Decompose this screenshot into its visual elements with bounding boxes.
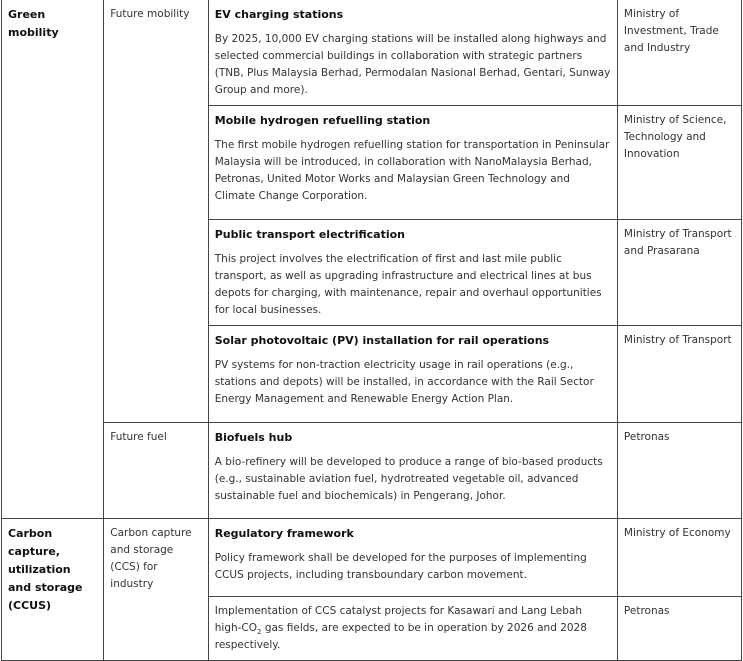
- initiative-cell: [208, 423, 617, 519]
- subscript-text: 2: [257, 628, 262, 637]
- ministry-cell: [617, 519, 741, 597]
- initiative-cell: [208, 0, 617, 106]
- ministry-cell: [617, 0, 741, 106]
- ministry-label: Ministry of Transport and Prasarana: [623, 228, 732, 257]
- focus-area-label: Carbon capture, utilization and storage (CCUS): [8, 527, 83, 612]
- focus-cell: [2, 519, 104, 661]
- initiative-cell: [208, 519, 617, 597]
- table-row: [2, 0, 742, 106]
- ministry-cell: [617, 220, 741, 326]
- description-text: gas fields, are expected to be in operation by 2026 and 2028 respectively.: [214, 622, 587, 651]
- ministry-label: Ministry of Science, Technology and Innovation: [623, 114, 727, 160]
- initiative-description: The first mobile hydrogen refuelling station for transportation in Peninsular Malaysia will be introduced, in collaboration with NanoMalaysia Berhad, Petronas, United Motor Works and Malaysian Green Technology and Climate Change Corporation.: [214, 139, 610, 202]
- ministry-label: Ministry of Economy: [623, 527, 731, 539]
- subsector-cell: [104, 423, 208, 519]
- table-row: [2, 423, 742, 519]
- ministry-label: Ministry of Transport: [623, 334, 732, 346]
- initiative-cell: [208, 326, 617, 423]
- subsector-cell: [104, 519, 208, 661]
- subsector-label: Carbon capture and storage (CCS) for industry: [110, 527, 192, 590]
- ministry-cell: [617, 106, 741, 220]
- initiative-title: Biofuels hub: [214, 431, 293, 444]
- description-text: Implementation of CCS catalyst projects for Kasawari and Lang Lebah high-CO: [214, 605, 582, 634]
- subsector-label: Future mobility: [110, 8, 190, 20]
- initiatives-table: [1, 0, 742, 661]
- initiative-title: Solar photovoltaic (PV) installation for rail operations: [214, 334, 550, 347]
- focus-area-label: Green mobility: [8, 8, 59, 39]
- ministry-cell: [617, 423, 741, 519]
- initiative-title: Public transport electrification: [214, 228, 406, 241]
- ministry-label: Petronas: [623, 605, 670, 617]
- initiative-description: A bio-refinery will be developed to produce a range of bio-based products (e.g., sustainable aviation fuel, hydrotreated vegetable oil, advanced sustainable fuel and biochemicals) in Pengerang, Johor.: [214, 456, 603, 502]
- ministry-label: Ministry of Investment, Trade and Industry: [623, 8, 719, 54]
- initiative-description: PV systems for non-traction electricity usage in rail operations (e.g., stations and depots) will be installed, in accordance with the Rail Sector Energy Management and Renewable Energy Action Plan.: [214, 359, 594, 405]
- focus-cell: [2, 0, 104, 519]
- ministry-label: Petronas: [623, 431, 670, 443]
- initiative-description: Policy framework shall be developed for the purposes of implementing CCUS projects, including transboundary carbon movement.: [214, 552, 587, 581]
- initiative-title: Regulatory framework: [214, 527, 354, 540]
- initiative-description: By 2025, 10,000 EV charging stations will be installed along highways and selected commercial buildings in collaboration with strategic partners (TNB, Plus Malaysia Berhad, Permodalan Nasional Berhad, Gentari, Sunway Group and more).: [214, 33, 611, 96]
- initiative-cell: [208, 220, 617, 326]
- initiative-description: This project involves the electrification of first and last mile public transport, as well as upgrading infrastructure and electrical lines at bus depots for charging, with maintenance, repair and overhaul opportunities for local businesses.: [214, 253, 602, 316]
- ministry-cell: [617, 326, 741, 423]
- initiative-title: EV charging stations: [214, 8, 344, 21]
- table-row: [2, 519, 742, 597]
- initiative-title: Mobile hydrogen refuelling station: [214, 114, 431, 127]
- initiative-cell: [208, 106, 617, 220]
- subsector-label: Future fuel: [110, 431, 167, 443]
- subsector-cell: [104, 0, 208, 423]
